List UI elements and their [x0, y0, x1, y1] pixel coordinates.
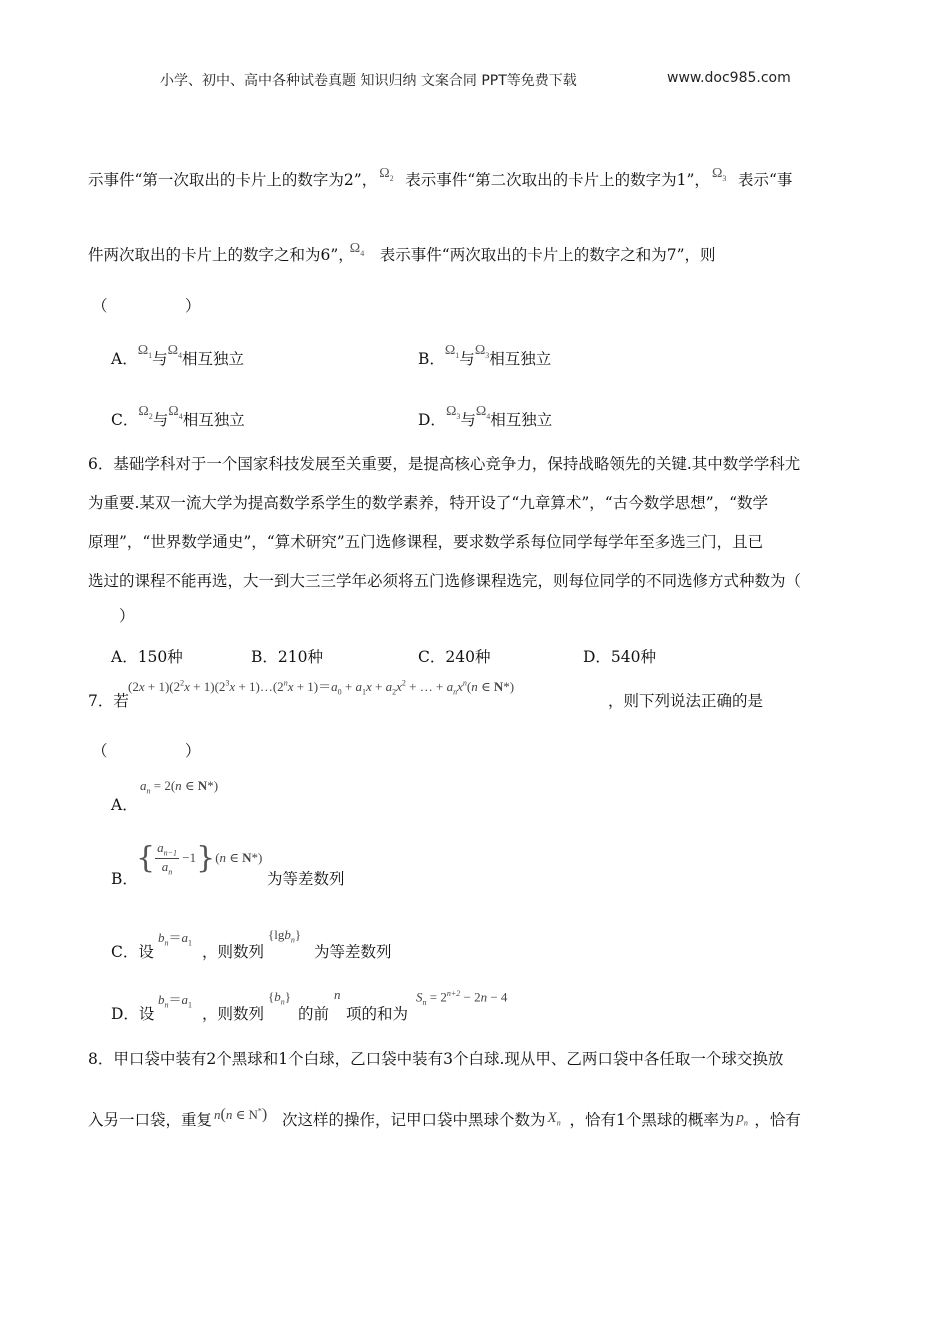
- q7-option-c[interactable]: [111, 940, 154, 962]
- q6-line-3: 原理”，“世界数学通史”，“算术研究”五门选修课程，要求数学系每位同学每学年至多选三门，且已: [88, 533, 764, 551]
- q8-line2-d: ，恰有: [754, 1111, 801, 1129]
- q5-answer-paren: （ ）: [92, 297, 201, 315]
- q5-line1: [88, 166, 793, 189]
- q5-option-c[interactable]: [111, 404, 245, 431]
- q7-prefix: 7．若: [88, 692, 129, 710]
- q6-option-c[interactable]: C．240种: [418, 648, 491, 666]
- q7-option-d[interactable]: [111, 1002, 154, 1024]
- q7-option-d-mid3: 项的和为: [346, 1005, 409, 1023]
- option-connector: 与: [459, 350, 475, 368]
- q8-line-2: [88, 1106, 801, 1129]
- q6-option-a[interactable]: A．150种: [111, 648, 183, 666]
- option-tail: 相互独立: [489, 350, 552, 368]
- q7-suffix: ，则下列说法正确的是: [608, 692, 764, 710]
- q5-line1-a: 示事件“第一次取出的卡片上的数字为2”，: [88, 171, 378, 189]
- q7-option-b-tail: 为等差数列: [267, 870, 345, 888]
- omega-4-symbol: $\Omega_4$: [349, 241, 365, 258]
- option-label: C．: [111, 411, 139, 429]
- q7-option-c-seq: {lgb$_n$}: [268, 927, 302, 945]
- option-label: D．: [418, 411, 446, 429]
- q7-option-d-def: $b_n=a_1$: [158, 992, 193, 1010]
- q8-line2-b: 次这样的操作，记甲口袋中黑球个数为: [282, 1111, 546, 1129]
- q8-n-formula: n(n ∈ N*): [214, 1106, 268, 1123]
- q7-answer-paren: （ ）: [92, 742, 201, 760]
- option-label: B．: [418, 350, 445, 368]
- option-label: A．: [111, 796, 138, 814]
- q5-option-b[interactable]: [418, 343, 552, 370]
- header-site-url: www.doc985.com: [667, 70, 791, 86]
- omega-4-symbol: $\Omega_4$: [168, 404, 183, 421]
- q5-line1-b: 表示事件“第二次取出的卡片上的数字为1”，: [405, 171, 710, 189]
- q8-xn-symbol: $X_n$: [547, 1110, 561, 1128]
- q5-line1-c: 表示“事: [737, 171, 793, 189]
- q7-option-c-def: $b_n=a_1$: [158, 930, 193, 948]
- omega-1-symbol: $\Omega_1$: [137, 343, 153, 360]
- omega-4-symbol: $\Omega_4$: [475, 404, 491, 421]
- header-left-text: 小学、初中、高中各种试卷真题 知识归纳 文案合同 PPT等免费下载: [160, 73, 577, 89]
- q8-line-1: 8．甲口袋中装有2个黑球和1个白球，乙口袋中装有3个白球.现从甲、乙两口袋中各任取一个球交换放: [88, 1050, 784, 1068]
- omega-4-symbol: $\Omega_4$: [167, 343, 183, 360]
- q7-option-d-n: n: [334, 987, 341, 1002]
- option-tail: 相互独立: [182, 350, 245, 368]
- option-connector: 与: [460, 411, 476, 429]
- q5-option-a[interactable]: [111, 343, 245, 370]
- q7-option-c-mid: ，则数列: [202, 943, 265, 961]
- q7-option-d-mid: ，则数列: [202, 1005, 265, 1023]
- option-tail: 相互独立: [182, 411, 245, 429]
- q5-line2-b: 表示事件“两次取出的卡片上的数字之和为7”，则: [379, 246, 716, 264]
- q7-option-b[interactable]: [111, 867, 138, 889]
- q7-option-b-formula: { $\frac{a_{n-1}}{a_n}$ −1}(n ∈ N*): [136, 840, 263, 877]
- q6-line-4: 选过的课程不能再选，大一到大三三学年必须将五门选修课程选完，则每位同学的不同选修方式种数为（: [88, 572, 802, 590]
- q6-option-b[interactable]: B．210种: [251, 648, 323, 666]
- option-tail: 相互独立: [490, 411, 553, 429]
- omega-2-symbol: $\Omega_2$: [379, 166, 394, 183]
- option-label: A．: [111, 350, 138, 368]
- q6-line-1: 6．基础学科对于一个国家科技发展至关重要，是提高核心竞争力，保持战略领先的关键.其中数学学科尤: [88, 455, 801, 473]
- option-connector: 与: [152, 350, 168, 368]
- q8-pn-symbol: $p_n$: [736, 1110, 748, 1128]
- q8-line2-a: 入另一口袋，重复: [88, 1111, 213, 1129]
- option-label: D．设: [111, 1005, 155, 1023]
- option-connector: 与: [152, 411, 169, 429]
- q7-expansion-formula: $(2x + 1)(2^2x + 1)(2^3x$ + $1)\dots(2^nx + 1)=a_0 + a_1x + a_2x^2$ + … + $a_nx^n(n$ ∈ N*): [128, 678, 515, 697]
- omega-1-symbol: $\Omega_1$: [444, 343, 460, 360]
- omega-3-symbol: $\Omega_3$: [711, 166, 727, 183]
- option-label: C．设: [111, 943, 154, 961]
- q7-option-d-sum-formula: $S_n = 2^{n+2} - 2n - 4$: [416, 989, 508, 1007]
- q5-line2-a: 件两次取出的卡片上的数字之和为6”，: [88, 246, 354, 264]
- q7-option-d-mid2: 的前: [298, 1005, 330, 1023]
- q6-line-2: 为重要.某双一流大学为提高数学系学生的数学素养，特开设了“九章算术”，“古今数学思想”，“数学: [88, 494, 769, 512]
- option-label: B．: [111, 870, 138, 888]
- q6-line-5: ）: [88, 607, 135, 625]
- q8-line2-c: ，恰有1个黑球的概率为: [569, 1111, 735, 1129]
- q7-option-a-formula: $a_n = 2(n$ ∈ N*): [140, 778, 219, 796]
- q7-option-c-tail: 为等差数列: [314, 943, 392, 961]
- q7-option-d-seq: $\{b_n\}$: [268, 989, 291, 1007]
- omega-3-symbol: $\Omega_3$: [474, 343, 490, 360]
- q5-line2: [88, 241, 716, 264]
- omega-2-symbol: $\Omega_2$: [138, 404, 153, 421]
- q7-option-a[interactable]: [111, 793, 138, 815]
- q6-option-d[interactable]: D．540种: [583, 648, 657, 666]
- q5-option-d[interactable]: [418, 404, 553, 431]
- omega-3-symbol: $\Omega_3$: [445, 404, 461, 421]
